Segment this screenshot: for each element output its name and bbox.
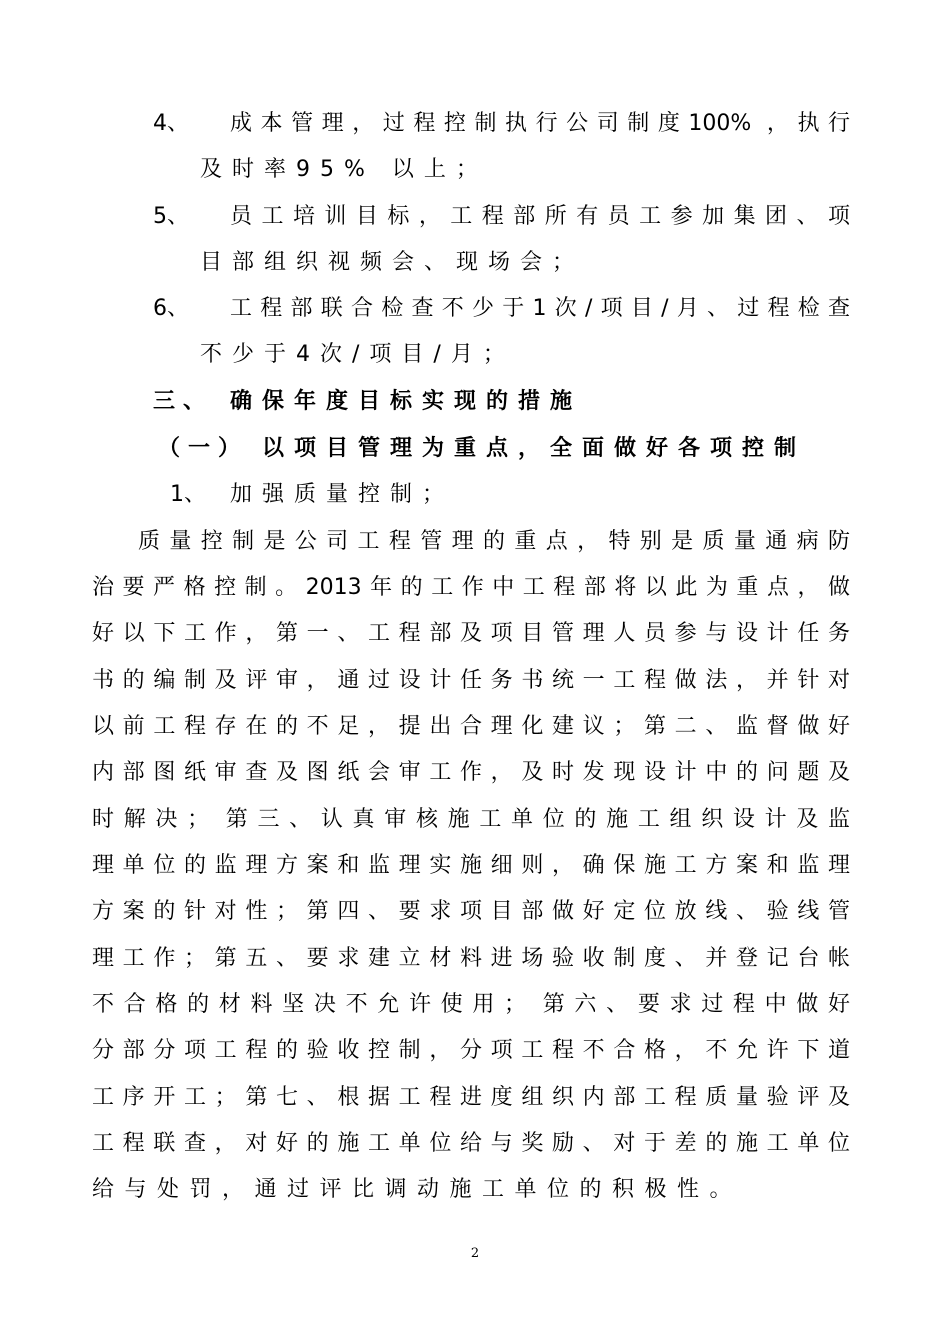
paragraph-line: 方案的针对性；第四、要求项目部做好定位放线、验线管 xyxy=(92,899,850,924)
item-number: 4、 xyxy=(153,111,189,136)
paragraph-line: 治要严格控制。2013年的工作中工程部将以此为重点，做 xyxy=(92,575,850,600)
item-number: 5、 xyxy=(153,204,189,229)
paragraph-line: 书的编制及评审，通过设计任务书统一工程做法，并针对 xyxy=(92,668,850,693)
paragraph-line: 理单位的监理方案和监理实施细则，确保施工方案和监理 xyxy=(92,853,850,878)
point-number: 1、 xyxy=(170,482,206,507)
item-text-line-1: 成本管理，过程控制执行公司制度100% ，执行 xyxy=(230,111,850,136)
subsection-number: （一） xyxy=(158,436,249,461)
paragraph-line: 给与处罚，通过评比调动施工单位的积极性。 xyxy=(92,1177,743,1202)
paragraph-line: 不合格的材料坚决不允许使用； 第六、要求过程中做好 xyxy=(92,992,850,1017)
item-text-line-2: 目部组织视频会、现场会； xyxy=(200,250,585,275)
paragraph-line: 分部分项工程的验收控制，分项工程不合格，不允许下道 xyxy=(92,1038,850,1063)
paragraph-line: 时解决； 第三、认真审核施工单位的施工组织设计及监 xyxy=(92,807,850,832)
paragraph-line: 工程联查，对好的施工单位给与奖励、对于差的施工单位 xyxy=(92,1131,850,1156)
section-title: 确保年度目标实现的措施 xyxy=(230,389,583,414)
section-number: 三、 xyxy=(153,389,214,414)
subsection-title: 以项目管理为重点，全面做好各项控制 xyxy=(262,436,807,461)
item-text-line-2: 及时率95% 以上； xyxy=(200,157,488,182)
paragraph-line: 工序开工；第七、根据工程进度组织内部工程质量验评及 xyxy=(92,1085,850,1110)
paragraph-line: 质量控制是公司工程管理的重点，特别是质量通病防 xyxy=(138,529,850,554)
paragraph-line: 好以下工作，第一、工程部及项目管理人员参与设计任务 xyxy=(92,621,850,646)
item-text-line-2: 不少于4次/项目/月； xyxy=(200,342,515,367)
paragraph-line: 以前工程存在的不足，提出合理化建议；第二、监督做好 xyxy=(92,714,850,739)
item-text-line-1: 员工培训目标，工程部所有员工参加集团、项 xyxy=(230,204,850,229)
item-number: 6、 xyxy=(153,296,189,321)
paragraph-line: 理工作；第五、要求建立材料进场验收制度、并登记台帐 xyxy=(92,946,850,971)
page-number: 2 xyxy=(470,1246,480,1261)
point-title: 加强质量控制； xyxy=(230,482,455,507)
item-text-line-1: 工程部联合检查不少于1次/项目/月、过程检查 xyxy=(230,296,850,321)
paragraph-line: 内部图纸审查及图纸会审工作，及时发现设计中的问题及 xyxy=(92,760,850,785)
